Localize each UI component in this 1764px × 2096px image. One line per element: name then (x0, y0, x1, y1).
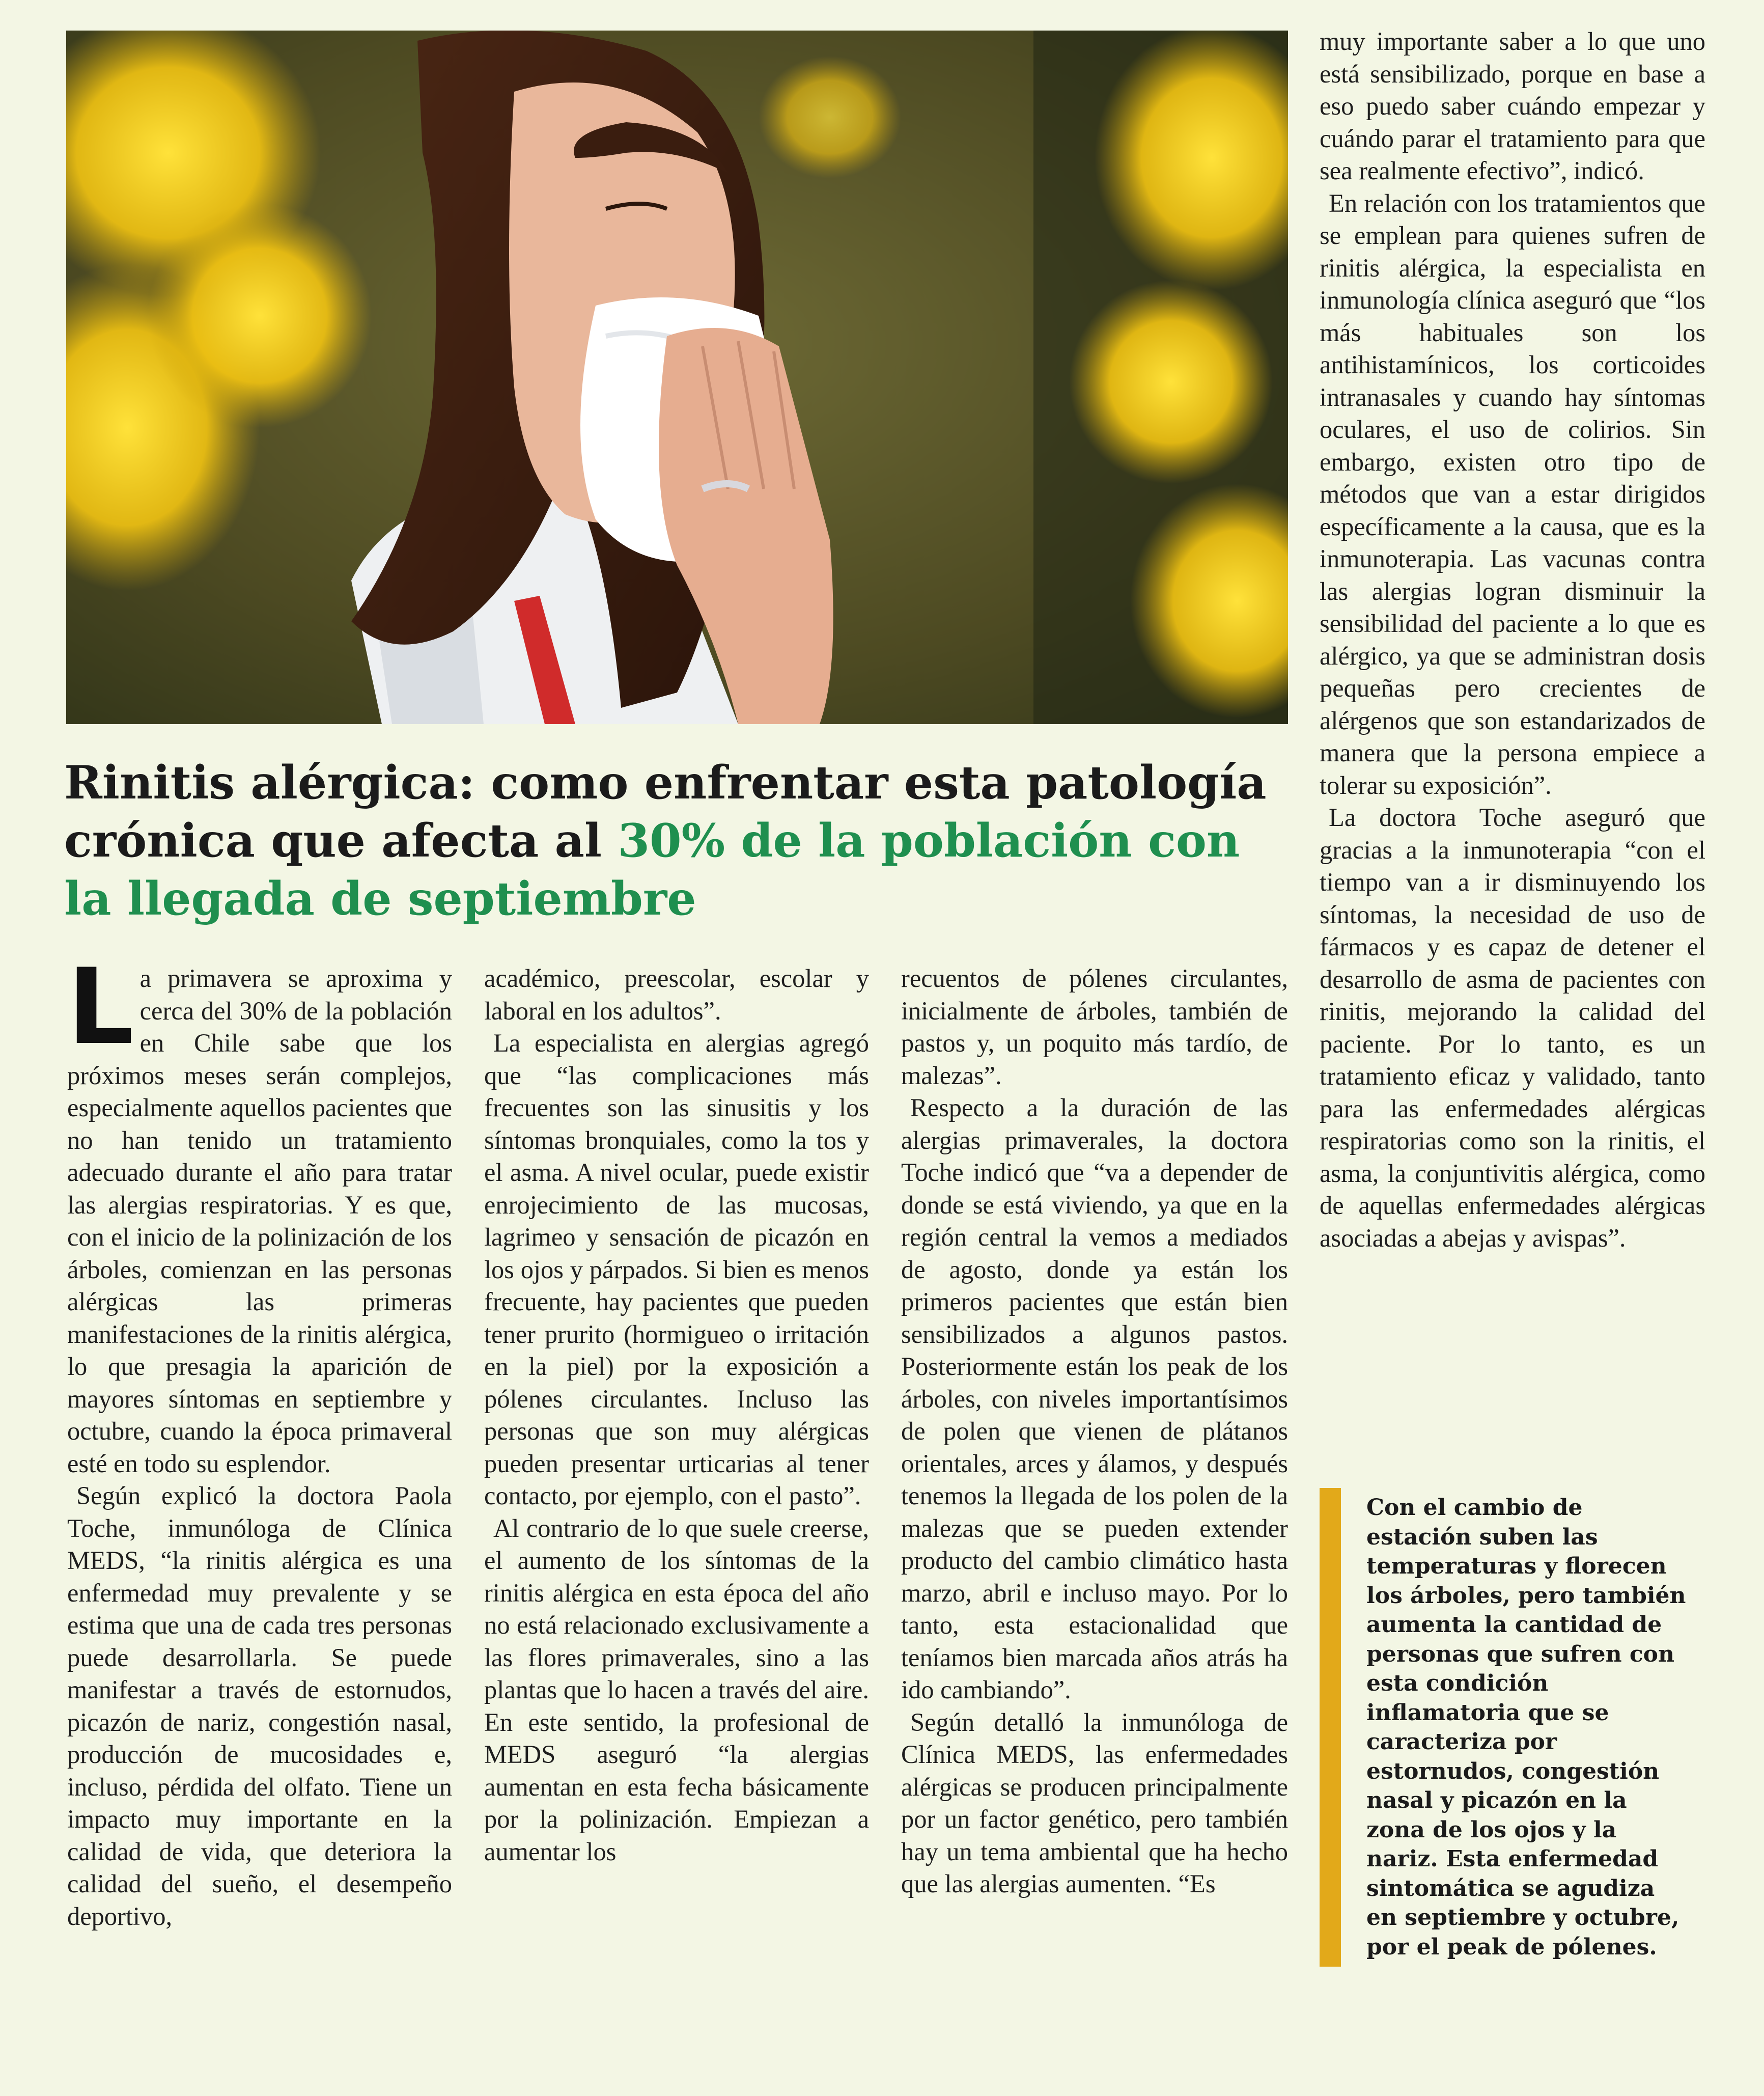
paragraph: Al contrario de lo que suele creerse, el aumento de los síntomas de la rinitis alérgica en esta época del año no está relacionado exclusivamente a las flores primaverales, sino a las plantas que lo hacen a través del aire. En este sentido, la profesional de MEDS aseguró “la alergias aumentan en esta fecha básicamente por la polinización. Empiezan a aumentar los (484, 1513, 869, 1866)
headline-main-text: Rinitis alérgica: como enfrentar esta patología crónica que afecta al (64, 756, 1267, 868)
article-column-4 (1320, 25, 1705, 1254)
pull-quote-box (1320, 1488, 1706, 1967)
paragraph: Según explicó la doctora Paola Toche, inmunóloga de Clínica MEDS, “la rinitis alérgica es una enfermedad muy prevalente y se estima que una de cada tres personas puede desarrollarla. Se puede manifestar a través de estornudos, picazón de nariz, congestión nasal, producción de mucosidades e, incluso, pérdida del olfato. Tiene un impacto muy importante en la calidad de vida, que deteriora la calidad del sueño, el desempeño deportivo, (67, 1481, 452, 1930)
article-column-3 (901, 962, 1288, 1900)
paragraph-intro (67, 947, 452, 1480)
paragraph: Según detalló la inmunóloga de Clínica MEDS, las enfermedades alérgicas se producen principalmente por un factor genético, pero también hay un tema ambiental que ha hecho que las alergias aumenten. “Es (901, 1707, 1288, 1898)
headline-highlight-text: 30% de la población con la llegada de septiembre (64, 814, 1240, 926)
article-column-2 (484, 962, 869, 1868)
woman-sneezing-icon (66, 31, 1288, 724)
paragraph: Respecto a la duración de las alergias primaverales, la doctora Toche indicó que “va a depender de donde se está viviendo, ya que en la región central la vemos a mediados de agosto, donde ya están los primeros pacientes que están bien sensibilizados a algunos pastos. Posteriormente están los peak de los árboles, con niveles importantísimos de polen que vienen de plátanos orientales, arces y álamos, y después tenemos la llegada de los polen de la malezas que se pueden extender producto del cambio climático hasta marzo, abril e incluso mayo. Por lo tanto, esta estacionalidad que teníamos bien marcada años atrás ha ido cambiando”. (901, 1093, 1288, 1704)
paragraph: En relación con los tratamientos que se emplean para quienes sufren de rinitis alérgica, la especialista en inmunología clínica aseguró que “los más habituales son los antihistamínicos, los corticoides intranasales y cuando hay síntomas oculares, el uso de colirios. Sin embargo, existen otro tipo de métodos que van a estar dirigidos específicamente a la causa, que es la inmunoterapia. Las vacunas contra las alergias logran disminuir la sensibilidad del paciente a lo que es alérgico, ya que se administran dosis pequeñas pero crecientes de alérgenos que son estandarizados de manera que la persona empiece a tolerar su exposición”. (1320, 188, 1705, 799)
pull-quote-bar (1320, 1488, 1341, 1967)
paragraph: La especialista en alergias agregó que “las complicaciones más frecuentes son las sinusitis y los síntomas bronquiales, como la tos y el asma. A nivel ocular, puede existir enrojecimiento de las mucosas, lagrimeo y sensación de picazón en los ojos y párpados. Si bien es menos frecuente, hay pacientes que pueden tener prurito (hormigueo o irritación en la piel) por la exposición a pólenes circulantes. Incluso las personas que son muy alérgicas pueden presentar urticarias al tener contacto, por ejemplo, con el pasto”. (484, 1029, 869, 1510)
paragraph: La doctora Toche aseguró que gracias a la inmunoterapia “con el tiempo van a ir disminuyendo los síntomas, la necesidad de uso de fármacos y es capaz de detener el desarrollo de asma de pacientes con rinitis, mejorando la calidad del paciente. Por lo tanto, es un tratamiento eficaz y validado, tanto para las enfermedades alérgicas respiratorias como son la rinitis, el asma, la conjuntivitis alérgica, como de aquellas enfermedades alérgicas asociadas a abejas y avispas”. (1320, 803, 1705, 1252)
article-photo (66, 31, 1288, 724)
paragraph-intro-text: a primavera se aproxima y cerca del 30% de la población en Chile sabe que los próximos meses serán complejos, especialmente aquellos pacientes que no han tenido un tratamiento adecuado durante el año para tratar las alergias respiratorias. Y es que, con el inicio de la polinización de los árboles, comienzan en las personas alérgicas las primeras manifestaciones de la rinitis alérgica, lo que presagia la aparición de mayores síntomas en septiembre y octubre, cuando la época primaveral esté en todo su esplendor. (67, 964, 452, 1478)
paragraph-continued: muy importante saber a lo que uno está sensibilizado, porque en base a eso puedo saber cuándo empezar y cuándo parar el tratamiento para que sea realmente efectivo”, indicó. (1320, 27, 1705, 185)
article-column-1 (67, 947, 452, 1933)
drop-cap: L (67, 947, 134, 1068)
pull-quote-text: Con el cambio de estación suben las temperaturas y florecen los árboles, pero también aumenta la cantidad de personas que sufren con esta condición inflamatoria que se caracteriza por estornudos, congestión nasal y picazón en la zona de los ojos y la nariz. Esta enfermedad sintomática se agudiza en septiembre y octubre, por el peak de pólenes. (1366, 1495, 1686, 1960)
article-headline (64, 754, 1296, 928)
paragraph-continued: recuentos de pólenes circulantes, inicialmente de árboles, también de pastos y, un poquito más tardío, de malezas”. (901, 964, 1288, 1090)
paragraph-continued: académico, preescolar, escolar y laboral en los adultos”. (484, 964, 869, 1025)
